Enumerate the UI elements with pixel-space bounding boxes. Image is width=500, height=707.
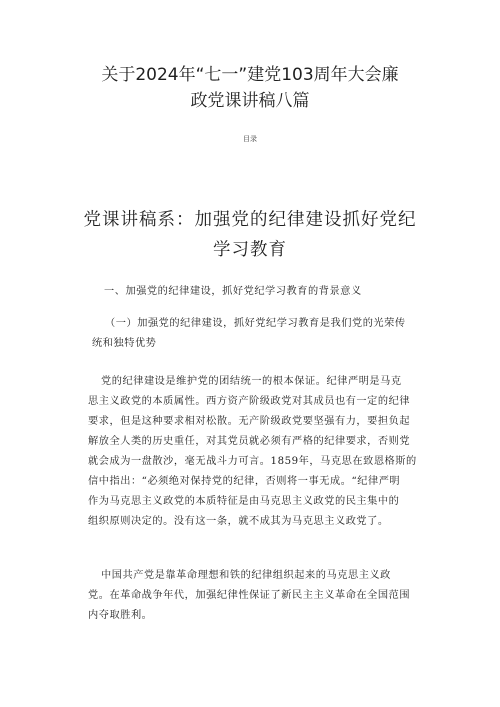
- heading-level-2: [92, 314, 422, 354]
- heading-level-1-text: 一、加强党的纪律建设，抓好党纪学习教育的背景意义: [104, 286, 362, 297]
- toc-label[interactable]: 目录: [243, 135, 257, 143]
- section-heading: [60, 205, 440, 265]
- heading-level-2-line-2: 统和独特优势: [92, 338, 157, 349]
- body-paragraph-1: [88, 372, 417, 532]
- paragraph-1-line: 作为马克思主义政党的本质特征是由马克思主义政党的民主集中的: [88, 496, 400, 507]
- document-title-line-2: 政党课讲稿八篇: [190, 91, 310, 111]
- section-heading-line-2: 学习教育: [213, 240, 287, 260]
- document-title: [60, 62, 440, 114]
- body-paragraph-2: [88, 566, 410, 626]
- paragraph-1-line: 解放全人类的历史重任，对其党员就必须有严格的纪律要求，否则党: [88, 436, 411, 447]
- paragraph-1-line: 组织原则决定的。没有这一条，就不成其为马克思主义政党了。: [88, 516, 389, 527]
- paragraph-1-line: 信中指出：“必须绝对保持党的纪律，否则将一事无成。“纪律严明: [88, 476, 401, 487]
- heading-level-2-line-1: （一）加强党的纪律建设，抓好党纪学习教育是我们党的光荣传: [105, 318, 406, 329]
- paragraph-1-line: 要求，但是这种要求相对松散。无产阶级政党要坚强有力，要担负起: [88, 416, 411, 427]
- paragraph-1-line: 就会成为一盘散沙，毫无战斗力可言。1859年，马克思在致恩格斯的: [88, 456, 417, 467]
- heading-level-1: [104, 282, 362, 302]
- paragraph-2-line: 党。在革命战争年代，加强纪律性保证了新民主主义革命在全国范围: [88, 590, 411, 601]
- paragraph-1-line: 党的纪律建设是维护党的团结统一的根本保证。纪律严明是马克: [101, 376, 402, 387]
- document-title-line-1: 关于2024年“七一”建党103周年大会廉: [101, 65, 399, 85]
- paragraph-2-line: 中国共产党是靠革命理想和铁的纪律组织起来的马克思主义政: [101, 570, 391, 581]
- section-heading-line-1: 党课讲稿系：加强党的纪律建设抓好党纪: [83, 210, 417, 230]
- paragraph-1-line: 思主义政党的本质属性。西方资产阶级政党对其成员也有一定的纪律: [88, 396, 411, 407]
- paragraph-2-line: 内夺取胜利。: [88, 610, 153, 621]
